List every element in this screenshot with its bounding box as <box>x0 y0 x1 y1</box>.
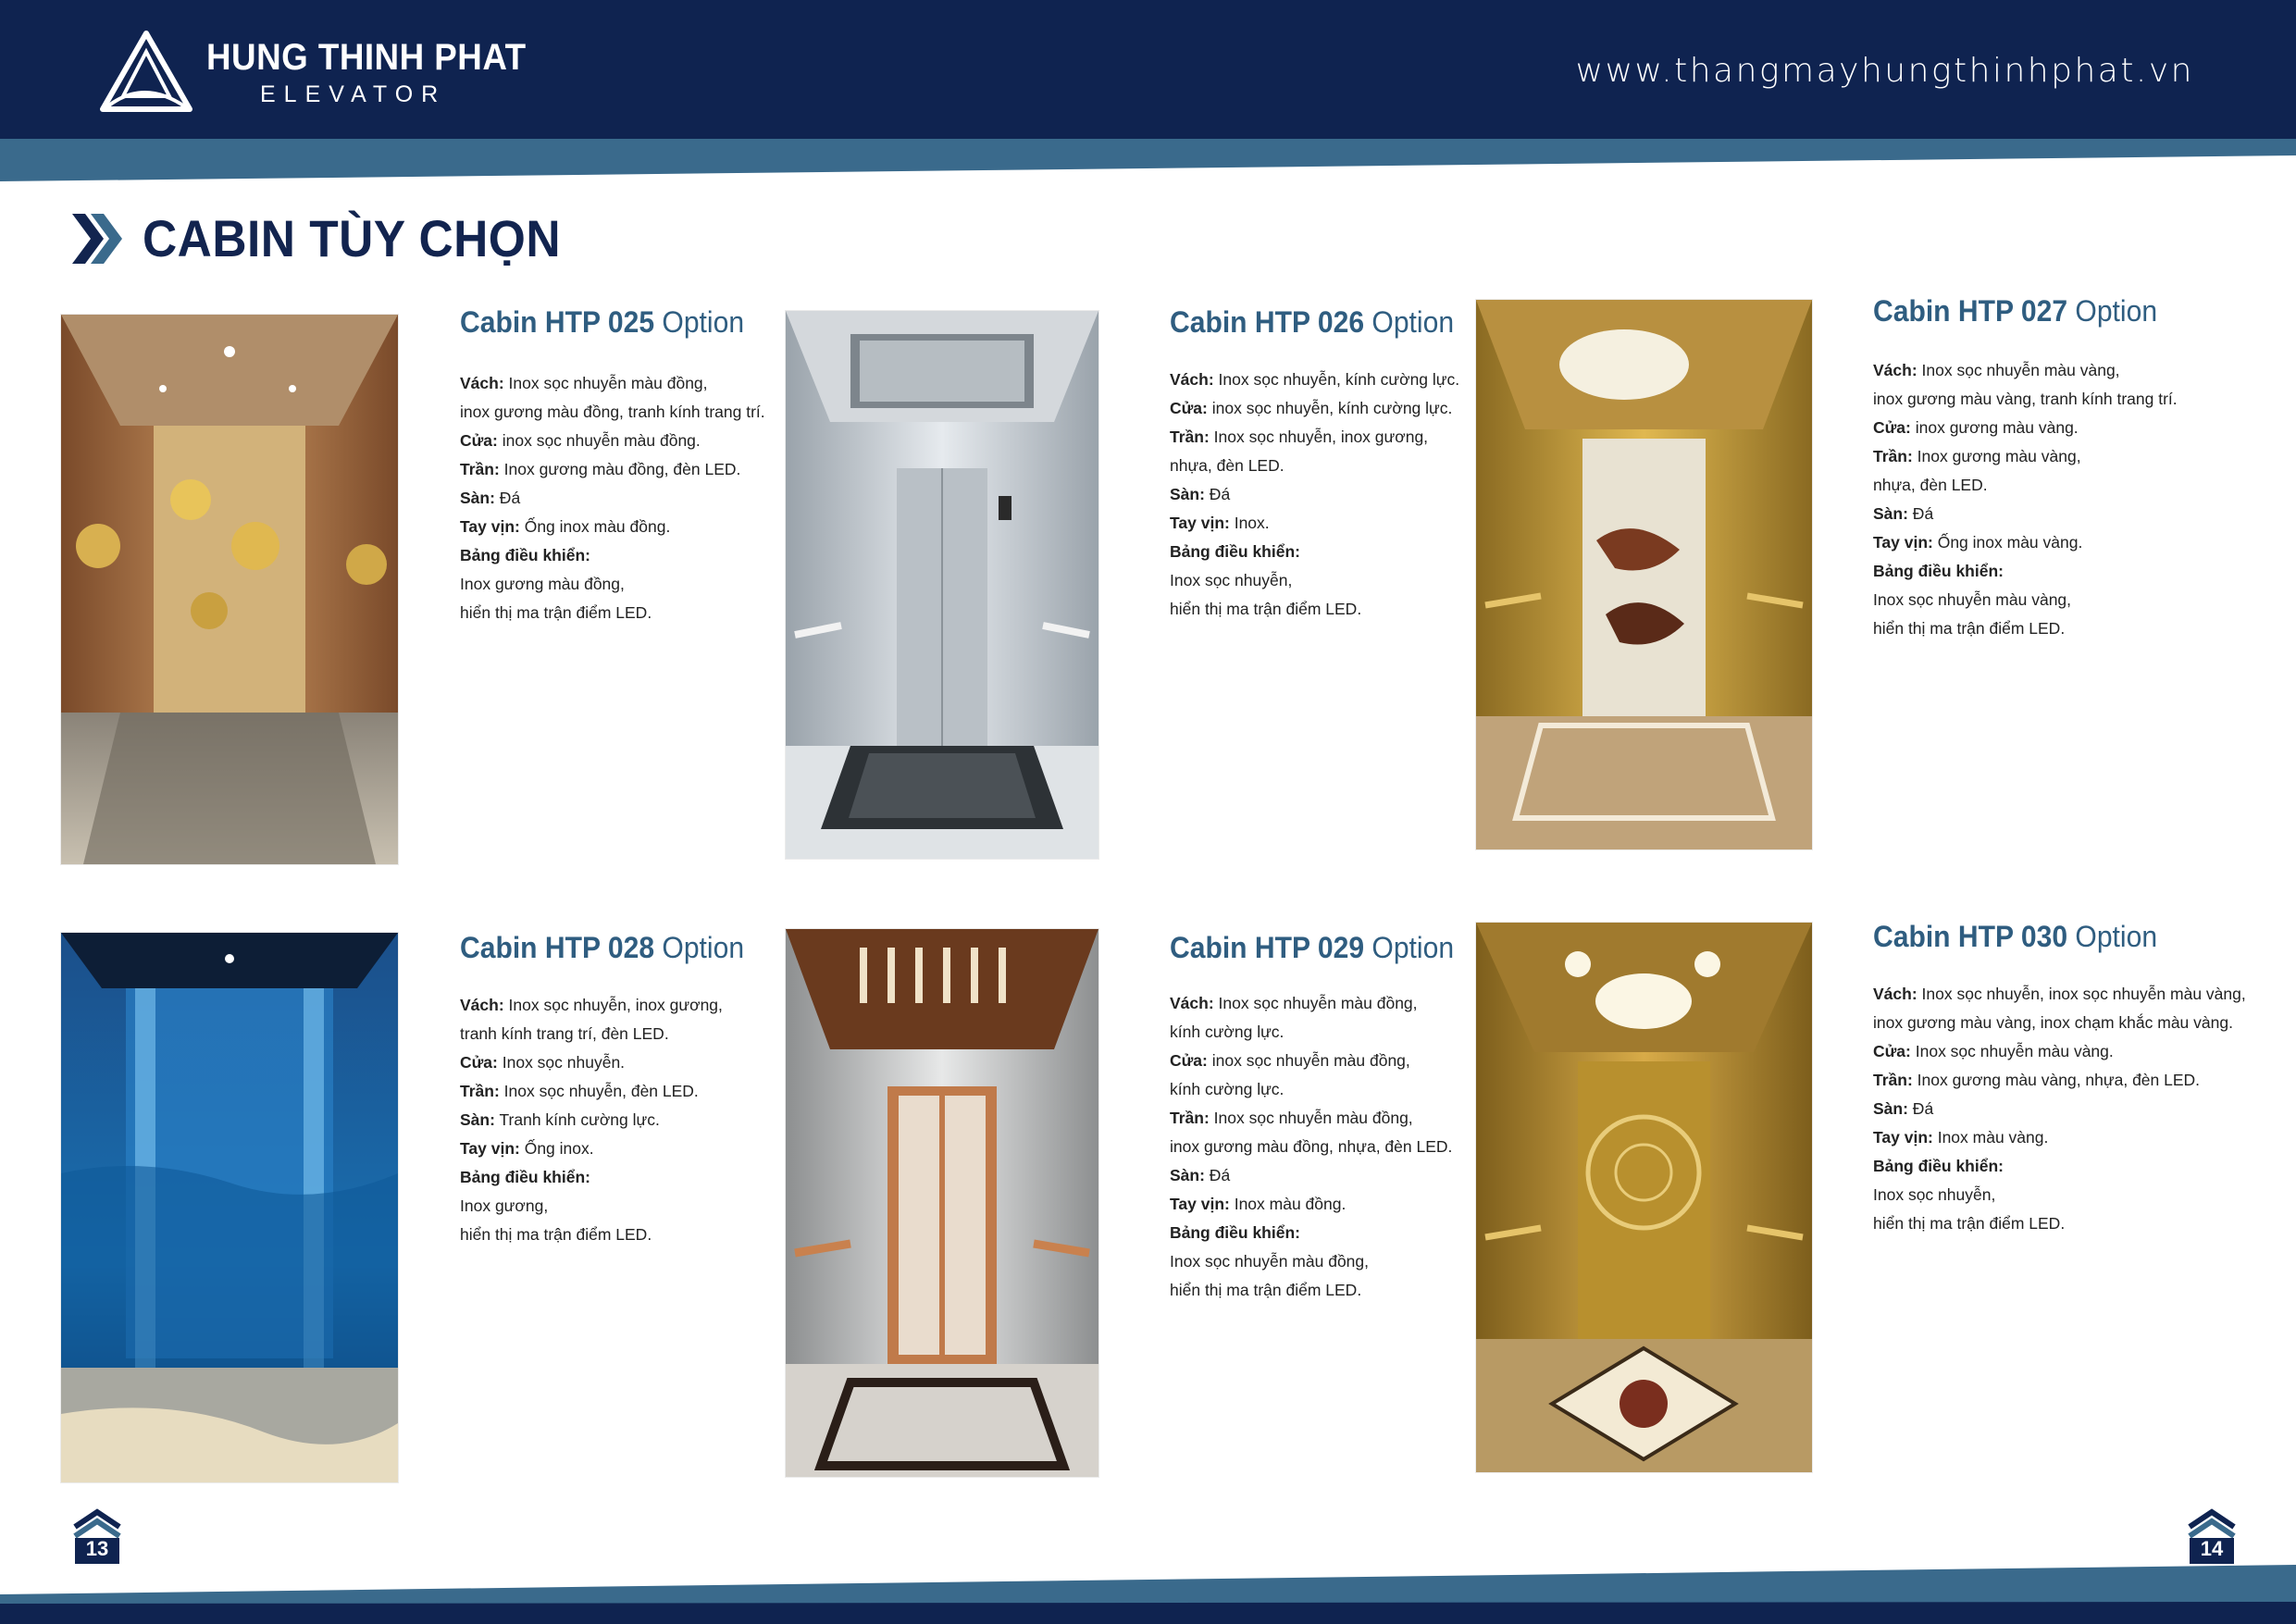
spec-text: inox gương màu đồng, nhựa, đèn LED. <box>1170 1137 1453 1156</box>
spec-text: inox sọc nhuyễn màu đồng, <box>1207 1051 1410 1070</box>
product-option: Option <box>2075 294 2158 328</box>
page-number-text: 13 <box>85 1537 109 1560</box>
spec-label: Sàn: <box>1170 1166 1205 1184</box>
spec-line <box>1873 614 2243 643</box>
spec-line <box>1873 471 2243 500</box>
spec-label: Bảng điều khiển: <box>460 1168 590 1186</box>
spec-label: Tay vịn: <box>1170 514 1230 532</box>
spec-text: inox gương màu vàng, tranh kính trang trí. <box>1873 390 2178 408</box>
spec-line <box>1873 385 2243 414</box>
spec-text: inox sọc nhuyễn màu đồng. <box>497 431 701 450</box>
spec-text: inox gương màu vàng, inox chạm khắc màu vàng. <box>1873 1013 2233 1032</box>
spec-label: Bảng điều khiển: <box>1170 542 1300 561</box>
spec-line <box>460 427 830 455</box>
logo-triangle-icon <box>97 30 195 115</box>
spec-text: kính cường lực. <box>1170 1080 1285 1098</box>
spec-text: Tranh kính cường lực. <box>494 1110 660 1129</box>
spec-line <box>1873 442 2243 471</box>
footer-band <box>0 1541 2296 1624</box>
spec-label: Trần: <box>460 460 500 478</box>
spec-text: Đá <box>1907 1099 1934 1118</box>
cabin-htp-030-photo <box>1476 923 1812 1472</box>
spec-text: Inox sọc nhuyễn màu đồng, <box>1213 994 1418 1012</box>
spec-line <box>1873 557 2243 586</box>
spec-list <box>1873 980 2246 1238</box>
spec-label: Sàn: <box>460 1110 495 1129</box>
spec-text: Inox sọc nhuyễn màu vàng. <box>1910 1042 2114 1060</box>
spec-text: Inox sọc nhuyễn, <box>1170 571 1293 589</box>
spec-label: Sàn: <box>1873 1099 1908 1118</box>
spec-label: Bảng điều khiển: <box>460 546 590 564</box>
spec-line <box>1873 1037 2243 1066</box>
product-htp-025 <box>460 305 830 627</box>
product-title <box>460 305 808 340</box>
spec-line <box>1873 1209 2243 1238</box>
product-title <box>1170 305 1518 340</box>
spec-text: inox gương màu đồng, tranh kính trang trí. <box>460 403 765 421</box>
spec-line <box>1873 586 2243 614</box>
spec-text: Inox sọc nhuyễn, inox sọc nhuyễn màu vàng, <box>1917 985 2246 1003</box>
spec-label: Vách: <box>460 996 504 1014</box>
spec-label: Bảng điều khiển: <box>1873 562 2004 580</box>
product-code: Cabin HTP 028 <box>460 931 655 964</box>
spec-label: Vách: <box>1873 985 1917 1003</box>
spec-line <box>460 1106 830 1134</box>
spec-label: Trần: <box>1170 428 1210 446</box>
spec-label: Vách: <box>460 374 504 392</box>
product-code: Cabin HTP 026 <box>1170 305 1365 339</box>
product-htp-028 <box>460 931 830 1249</box>
spec-text: hiển thị ma trận điểm LED. <box>460 1225 652 1244</box>
brand-name: HUNG THINH PHAT <box>206 36 527 78</box>
spec-text: Inox gương màu vàng, nhựa, đèn LED. <box>1912 1071 2201 1089</box>
product-title <box>1873 920 2221 954</box>
spec-text: hiển thị ma trận điểm LED. <box>1170 1281 1362 1299</box>
spec-text: Inox sọc nhuyễn, inox gương, <box>1209 428 1429 446</box>
cabin-htp-026-photo <box>786 311 1098 859</box>
spec-line <box>1873 414 2243 442</box>
spec-label: Trần: <box>1170 1109 1210 1127</box>
section-heading <box>72 208 597 268</box>
spec-text: Ống inox màu đồng. <box>519 517 671 536</box>
spec-label: Cửa: <box>1873 418 1911 437</box>
page-number-left <box>73 1506 121 1564</box>
spec-label: Tay vịn: <box>1873 1128 1933 1147</box>
spec-line <box>1873 356 2243 385</box>
product-code: Cabin HTP 030 <box>1873 920 2068 953</box>
spec-line <box>460 1048 830 1077</box>
spec-text: Inox gương, <box>460 1196 549 1215</box>
spec-label: Trần: <box>1873 447 1913 465</box>
brand-subtitle: ELEVATOR <box>260 81 447 107</box>
page-title: CABIN TÙY CHỌN <box>143 209 562 267</box>
product-htp-030 <box>1873 920 2246 1238</box>
spec-line <box>460 1077 830 1106</box>
spec-line <box>460 599 830 627</box>
product-option: Option <box>2075 920 2158 953</box>
spec-line <box>1873 1152 2243 1181</box>
spec-text: hiển thị ma trận điểm LED. <box>1873 619 2066 638</box>
spec-text: Inox sọc nhuyễn, <box>1873 1185 1996 1204</box>
spec-label: Cửa: <box>460 1053 498 1072</box>
spec-line <box>460 1163 830 1192</box>
product-code: Cabin HTP 027 <box>1873 294 2068 328</box>
spec-line <box>460 484 830 513</box>
page-number-text: 14 <box>2200 1537 2224 1560</box>
product-option: Option <box>1371 931 1455 964</box>
spec-line <box>1873 1095 2243 1123</box>
spec-line <box>1873 1066 2243 1095</box>
spec-line <box>1873 1181 2243 1209</box>
spec-text: hiển thị ma trận điểm LED. <box>1873 1214 2066 1233</box>
spec-label: Bảng điều khiển: <box>1170 1223 1300 1242</box>
spec-line <box>460 513 830 541</box>
cabin-htp-027-photo <box>1476 300 1812 849</box>
spec-text: Inox sọc nhuyễn, kính cường lực. <box>1213 370 1460 389</box>
spec-label: Vách: <box>1170 370 1214 389</box>
spec-label: Sàn: <box>1170 485 1205 503</box>
cabin-htp-029-photo <box>786 929 1098 1477</box>
spec-label: Tay vịn: <box>1873 533 1933 552</box>
product-code: Cabin HTP 025 <box>460 305 655 339</box>
chevron-double-right-icon <box>72 212 124 266</box>
spec-text: Ống inox. <box>519 1139 594 1158</box>
spec-text: Inox màu vàng. <box>1932 1128 2049 1147</box>
spec-text: Inox gương màu đồng, <box>460 575 625 593</box>
product-htp-027 <box>1873 294 2243 643</box>
spec-text: Inox sọc nhuyễn màu đồng, <box>503 374 708 392</box>
cabin-htp-025-photo <box>61 315 398 864</box>
product-title <box>1170 931 1518 965</box>
website-link[interactable]: www.thangmayhungthinhphat.vn <box>1575 52 2194 90</box>
spec-line <box>460 541 830 570</box>
spec-text: hiển thị ma trận điểm LED. <box>460 603 652 622</box>
spec-text: Inox sọc nhuyễn màu đồng, <box>1209 1109 1413 1127</box>
spec-text: Inox sọc nhuyễn, đèn LED. <box>499 1082 699 1100</box>
product-title <box>460 931 808 965</box>
product-title <box>1873 294 2221 329</box>
spec-line <box>1873 1123 2243 1152</box>
spec-text: Inox sọc nhuyễn, inox gương, <box>503 996 723 1014</box>
spec-text: nhựa, đèn LED. <box>1873 476 1988 494</box>
spec-text: Inox gương màu đồng, đèn LED. <box>499 460 741 478</box>
cabin-htp-028-photo <box>61 933 398 1482</box>
spec-line <box>1873 980 2246 1009</box>
spec-text: Inox sọc nhuyễn màu vàng, <box>1917 361 2120 379</box>
product-option: Option <box>662 931 745 964</box>
spec-line <box>460 1221 830 1249</box>
spec-text: Đá <box>1907 504 1934 523</box>
spec-text: Inox. <box>1229 514 1270 532</box>
spec-line <box>460 398 830 427</box>
spec-label: Trần: <box>1873 1071 1913 1089</box>
product-code: Cabin HTP 029 <box>1170 931 1365 964</box>
spec-label: Cửa: <box>1873 1042 1911 1060</box>
brand-logo[interactable] <box>97 30 554 115</box>
spec-text: tranh kính trang trí, đèn LED. <box>460 1024 669 1043</box>
spec-label: Tay vịn: <box>460 517 520 536</box>
spec-text: Ống inox màu vàng. <box>1932 533 2083 552</box>
spec-label: Tay vịn: <box>460 1139 520 1158</box>
spec-text: hiển thị ma trận điểm LED. <box>1170 600 1362 618</box>
spec-text: Inox sọc nhuyễn màu vàng, <box>1873 590 2072 609</box>
spec-line <box>460 570 830 599</box>
spec-text: kính cường lực. <box>1170 1023 1285 1041</box>
spec-line <box>1873 1009 2243 1037</box>
spec-line <box>1873 528 2243 557</box>
spec-label: Cửa: <box>1170 1051 1208 1070</box>
spec-label: Vách: <box>1170 994 1214 1012</box>
spec-list <box>1873 356 2243 643</box>
spec-label: Sàn: <box>1873 504 1908 523</box>
spec-label: Trần: <box>460 1082 500 1100</box>
spec-label: Vách: <box>1873 361 1917 379</box>
spec-text: Đá <box>1204 1166 1231 1184</box>
spec-line <box>460 1020 830 1048</box>
spec-line <box>460 455 830 484</box>
spec-list <box>460 369 830 627</box>
spec-label: Bảng điều khiển: <box>1873 1157 2004 1175</box>
spec-text: Đá <box>1204 485 1231 503</box>
product-option: Option <box>662 305 745 339</box>
spec-line <box>1873 500 2243 528</box>
spec-line <box>460 369 830 398</box>
spec-text: nhựa, đèn LED. <box>1170 456 1285 475</box>
spec-label: Sàn: <box>460 489 495 507</box>
spec-text: Inox gương màu vàng, <box>1912 447 2081 465</box>
spec-label: Cửa: <box>1170 399 1208 417</box>
spec-label: Tay vịn: <box>1170 1195 1230 1213</box>
spec-line <box>460 991 830 1020</box>
spec-text: inox gương màu vàng. <box>1910 418 2079 437</box>
spec-list <box>460 991 830 1249</box>
product-option: Option <box>1371 305 1455 339</box>
spec-text: Inox màu đồng. <box>1229 1195 1347 1213</box>
spec-text: Inox sọc nhuyễn màu đồng, <box>1170 1252 1370 1271</box>
spec-label: Cửa: <box>460 431 498 450</box>
spec-line <box>460 1192 830 1221</box>
spec-text: Inox sọc nhuyễn. <box>497 1053 626 1072</box>
page-number-right <box>2188 1506 2236 1564</box>
spec-text: inox sọc nhuyễn, kính cường lực. <box>1207 399 1453 417</box>
spec-text: Đá <box>494 489 521 507</box>
spec-line <box>460 1134 830 1163</box>
